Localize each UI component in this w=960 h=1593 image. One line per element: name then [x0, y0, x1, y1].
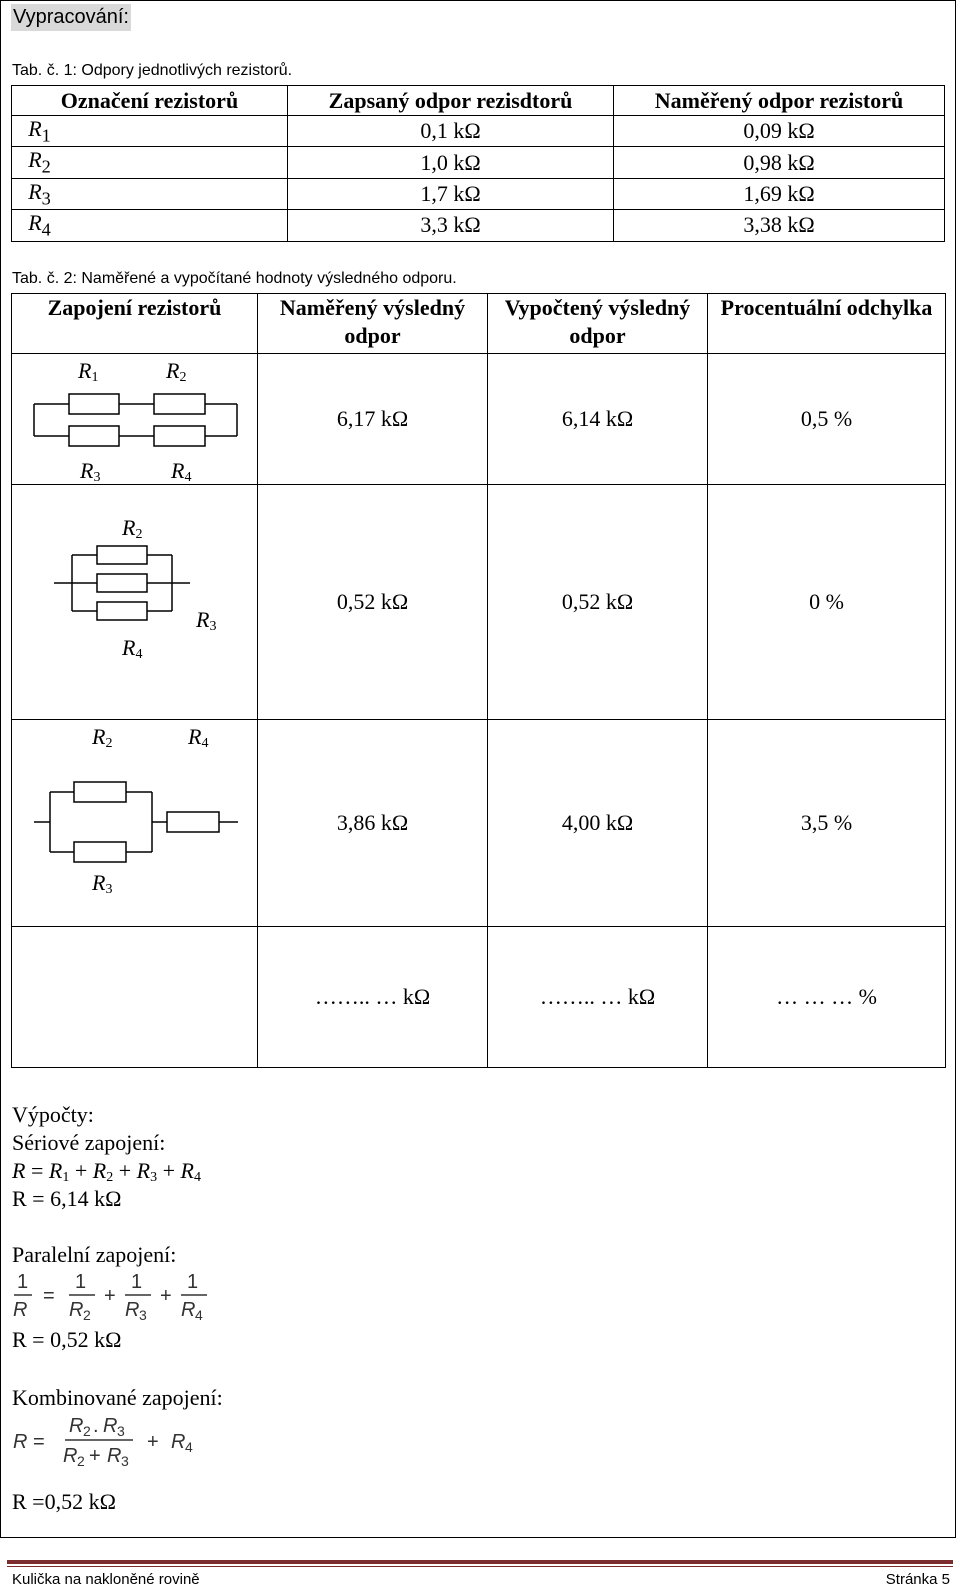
svg-text:R: R [181, 1299, 196, 1321]
serial-formula: $R = R_1 + R_2 + R_3 + R_4$ [12, 1158, 201, 1185]
svg-text:R: R [125, 1299, 140, 1321]
col-header: Procentuální odchylka [708, 294, 946, 354]
table-row [12, 210, 945, 241]
table-row [12, 485, 946, 720]
svg-text:1: 1 [75, 1271, 87, 1293]
col-header: Naměřený výsledný odpor [258, 294, 488, 354]
measured-value: 3,86 kΩ [258, 720, 488, 927]
resistor-table [11, 85, 945, 242]
svg-text:R: R [107, 1445, 122, 1467]
table-row [12, 116, 945, 147]
svg-text:R: R [103, 1415, 118, 1437]
parallel-formula [11, 1268, 211, 1324]
svg-text:R: R [63, 1445, 78, 1467]
circuit-diagram-series [12, 354, 257, 484]
combined-result: R =0,52 kΩ [12, 1489, 116, 1514]
calculated-value: 0,52 kΩ [488, 485, 708, 720]
svg-text:R: R [13, 1299, 28, 1321]
measured-value: 0,09 kΩ [614, 116, 945, 147]
circuit-cell: $R_2$ $R_4$ $R_3$ [12, 720, 258, 927]
table-header-row [12, 86, 945, 116]
svg-text:.: . [93, 1415, 99, 1437]
table-row [12, 354, 946, 485]
svg-text:=: = [43, 1285, 55, 1307]
table-row [12, 147, 945, 178]
circuit-diagram-combined [12, 720, 257, 926]
svg-text:2: 2 [77, 1453, 85, 1469]
svg-text:+: + [147, 1431, 159, 1453]
svg-text:2: 2 [83, 1307, 91, 1323]
combined-title: Kombinované zapojení: [12, 1385, 223, 1410]
measured-value: 6,17 kΩ [258, 354, 488, 485]
svg-text:3: 3 [117, 1423, 125, 1439]
resistor-label: $R_1$ [12, 116, 288, 147]
svg-text:4: 4 [185, 1439, 193, 1455]
svg-text:4: 4 [195, 1307, 203, 1323]
deviation-value: 0 % [708, 485, 946, 720]
measured-value: …….. … kΩ [258, 927, 488, 1068]
deviation-value: 3,5 % [708, 720, 946, 927]
svg-text:+: + [104, 1285, 116, 1307]
svg-text:=: = [33, 1431, 45, 1453]
page-number: Stránka 5 [885, 1571, 950, 1588]
svg-text:1: 1 [17, 1271, 29, 1293]
circuit-cell: $R_2$ $R_3$ $R_4$ [12, 485, 258, 720]
table-header-row [12, 294, 946, 354]
measured-value: 3,38 kΩ [614, 210, 945, 241]
col-header: Vypočtený výsledný odpor [488, 294, 708, 354]
parallel-title: Paralelní zapojení: [12, 1242, 177, 1267]
svg-text:R: R [171, 1431, 186, 1453]
serial-result: R = 6,14 kΩ [12, 1186, 122, 1211]
col-header: Naměřený odpor rezistorů [614, 86, 945, 116]
footer-title: Kulička na nakloněné rovině [12, 1571, 200, 1588]
calculated-value: …….. … kΩ [488, 927, 708, 1068]
calculated-value: 4,00 kΩ [488, 720, 708, 927]
calc-title: Výpočty: [12, 1102, 94, 1127]
col-header: Zapsaný odpor rezisdtorů [288, 86, 614, 116]
deviation-value: 0,5 % [708, 354, 946, 485]
serial-title: Sériové zapojení: [12, 1130, 166, 1155]
resistor-label: $R_2$ [12, 147, 288, 178]
combined-formula [11, 1412, 221, 1472]
svg-text:+: + [160, 1285, 172, 1307]
svg-text:+: + [89, 1445, 101, 1467]
written-value: 0,1 kΩ [288, 116, 614, 147]
result-table [11, 293, 946, 1068]
svg-text:1: 1 [187, 1271, 199, 1293]
svg-text:1: 1 [131, 1271, 143, 1293]
footer-rule-thin [7, 1566, 953, 1567]
measured-value: 0,98 kΩ [614, 147, 945, 178]
resistor-label: $R_4$ [12, 210, 288, 241]
circuit-cell-empty [12, 927, 258, 1068]
measured-value: 1,69 kΩ [614, 178, 945, 209]
circuit-cell: $R_1$ $R_2$ $R_3$ $R_4$ [12, 354, 258, 485]
col-header: Zapojení rezistorů [12, 294, 258, 354]
svg-text:3: 3 [121, 1453, 129, 1469]
table1-caption: Tab. č. 1: Odpory jednotlivých rezistorů. [12, 62, 293, 79]
svg-text:R: R [13, 1431, 28, 1453]
written-value: 1,7 kΩ [288, 178, 614, 209]
table2-caption: Tab. č. 2: Naměřené a vypočítané hodnoty výsledného odporu. [12, 270, 457, 287]
deviation-value: … … … % [708, 927, 946, 1068]
calculated-value: 6,14 kΩ [488, 354, 708, 485]
footer-rule [7, 1560, 953, 1564]
table-row [12, 927, 946, 1068]
parallel-result: R = 0,52 kΩ [12, 1327, 122, 1352]
written-value: 1,0 kΩ [288, 147, 614, 178]
written-value: 3,3 kΩ [288, 210, 614, 241]
svg-text:2: 2 [83, 1423, 91, 1439]
measured-value: 0,52 kΩ [258, 485, 488, 720]
svg-text:R: R [69, 1415, 84, 1437]
svg-text:R: R [69, 1299, 84, 1321]
resistor-label: $R_3$ [12, 178, 288, 209]
section-heading: Vypracování: [11, 4, 131, 31]
col-header: Označení rezistorů [12, 86, 288, 116]
table-row [12, 720, 946, 927]
table-row [12, 178, 945, 209]
svg-text:3: 3 [139, 1307, 147, 1323]
